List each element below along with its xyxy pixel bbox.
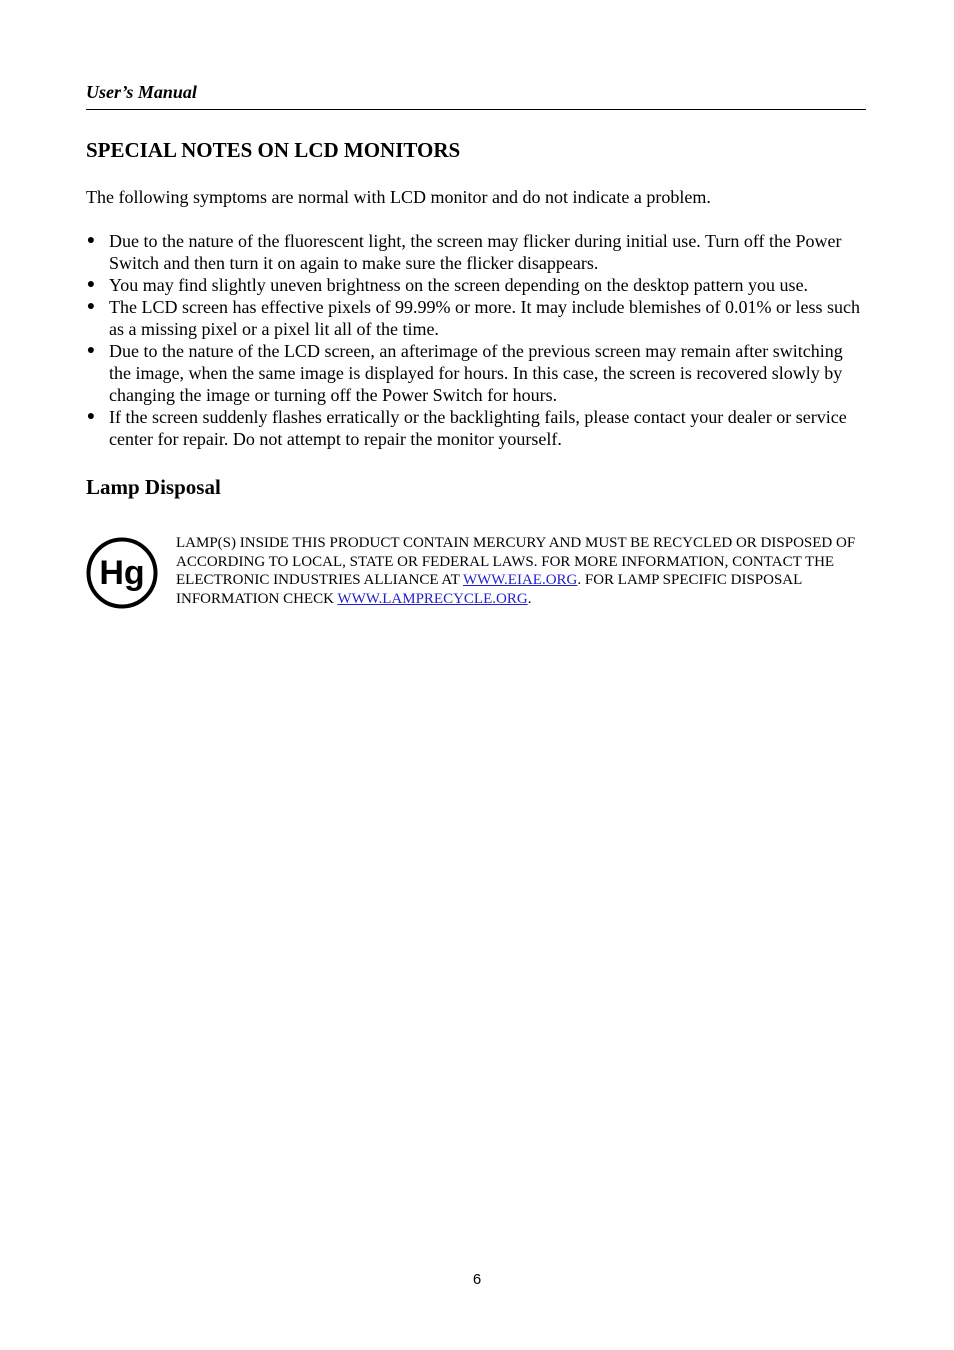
lamp-text-part2: . FOR LAMP SPECIFIC DISPOSAL INFORMATION CHECK [176, 572, 802, 608]
list-item-text: You may find slightly uneven brightness on the screen depending on the desktop pattern you use. [109, 275, 809, 295]
list-item-text: If the screen suddenly flashes erratically or the backlighting fails, please contact your dealer or service center for repair. Do not attempt to repair the monitor yourself. [109, 407, 847, 449]
bullet-icon: ● [86, 299, 96, 314]
lamp-disposal-title: Lamp Disposal [86, 475, 221, 499]
notes-list [86, 230, 866, 450]
section-title: SPECIAL NOTES ON LCD MONITORS [86, 138, 461, 162]
page-number: 6 [472, 1271, 482, 1288]
list-item-text: Due to the nature of the fluorescent light, the screen may flicker during initial use. Turn off the Power Switch and then turn it on again to make sure the flicker disappears. [109, 231, 842, 273]
lamp-disposal-text [176, 534, 866, 609]
intro-paragraph: The following symptoms are normal with LCD monitor and do not indicate a problem. [86, 187, 711, 207]
list-item-text: The LCD screen has effective pixels of 99.99% or more. It may include blemishes of 0.01% or less such as a missing pixel or a pixel lit all of the time. [109, 297, 860, 339]
mercury-hg-icon [86, 537, 158, 609]
lamprecycle-link[interactable]: WWW.LAMPRECYCLE.ORG [337, 591, 528, 608]
lamp-text-part3: . [527, 591, 532, 608]
header-title: User’s Manual [86, 82, 197, 102]
list-item [86, 274, 866, 296]
lamp-text-part1: LAMP(S) INSIDE THIS PRODUCT CONTAIN MERCURY AND MUST BE RECYCLED OR DISPOSED OF ACCORDING TO LOCAL, STATE OR FEDERAL LAWS. FOR MORE INFORMATION, CONTACT THE ELECTRONIC INDUSTRIES ALLIANCE AT [176, 535, 856, 589]
list-item [86, 406, 866, 450]
page-header [86, 81, 866, 110]
bullet-icon: ● [86, 343, 96, 358]
bullet-icon: ● [86, 277, 96, 292]
list-item-text: Due to the nature of the LCD screen, an afterimage of the previous screen may remain after switching the image, when the same image is displayed for hours. In this case, the screen is recovered slowly by changing the image or turning off the Power Switch for hours. [109, 341, 843, 405]
eiae-link[interactable]: WWW.EIAE.ORG [462, 572, 578, 589]
list-item [86, 340, 866, 406]
hg-symbol-text: Hg [99, 554, 145, 592]
bullet-icon: ● [86, 233, 96, 248]
list-item [86, 296, 866, 340]
list-item [86, 230, 866, 274]
bullet-icon: ● [86, 409, 96, 424]
